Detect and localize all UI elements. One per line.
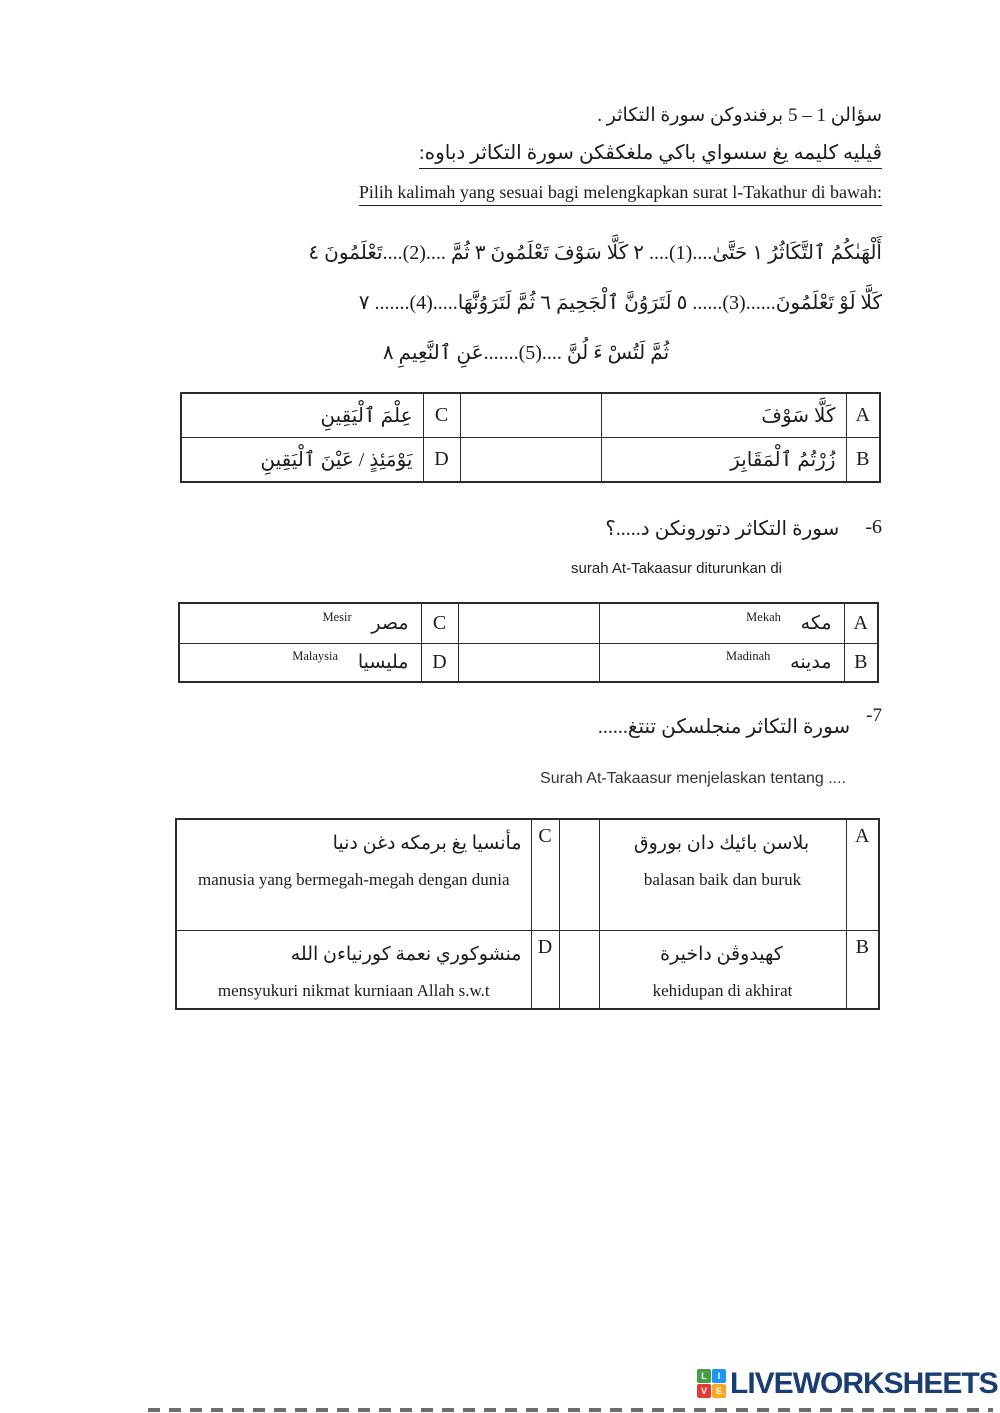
- q7-answer-blank-bottom[interactable]: [559, 930, 599, 1009]
- q1-5-options-table: [180, 392, 881, 483]
- q6-option-a-letter: A: [844, 603, 878, 643]
- q7-option-a-latin: balasan baik dan buruk: [643, 870, 802, 889]
- answer-blank-d[interactable]: [460, 437, 601, 482]
- q6-options-table: [178, 602, 879, 683]
- q7-option-d-arabic: منشوكوري نعمة كورنياءن الله: [290, 943, 522, 965]
- question-7-translation: Surah At-Takaasur menjelaskan tentang ....: [540, 770, 846, 787]
- q7-options-table: [175, 818, 880, 1010]
- q6-option-b-latin: Madinah: [725, 648, 771, 663]
- quran-line-3: ثُمَّ لَتُسْ ءَ لُنَّ ....(5).......عَنِ ٱلنَّعِيمِ ٨: [382, 342, 670, 364]
- q6-option-b-arabic: مدينه: [790, 651, 832, 673]
- option-b-letter: B: [846, 437, 880, 482]
- question-6: [170, 516, 882, 541]
- option-d-letter: D: [423, 437, 460, 482]
- q6-option-b[interactable]: [599, 643, 844, 682]
- option-a-text: كَلَّا سَوْفَ: [601, 393, 846, 437]
- q6-answer-blank-bottom[interactable]: [458, 643, 599, 682]
- q6-option-a-latin: Mekah: [746, 609, 781, 624]
- q7-answer-blank-top[interactable]: [559, 819, 599, 930]
- q6-option-c[interactable]: [179, 603, 421, 643]
- logo-tile-i: I: [712, 1369, 726, 1383]
- q7-option-a-arabic: بلاسن بائيك دان بوروق: [633, 833, 810, 854]
- quran-line-1: أَلْهَىٰكُمُ ٱلتَّكَاثُرُ ١ حَتَّىٰ....(1).... ٢ كَلَّا سَوْفَ تَعْلَمُونَ ٣ ثُمَّ ....(2)....تَعْلَمُونَ ٤: [308, 242, 882, 264]
- question-7-arabic: سورة التكاثر منجلسكن تنتغ......: [597, 716, 851, 738]
- logo-tile-v: V: [697, 1384, 711, 1398]
- option-c-letter: C: [423, 393, 460, 437]
- q6-option-c-latin: Mesir: [322, 609, 352, 624]
- q6-option-d[interactable]: [179, 643, 421, 682]
- q6-option-a[interactable]: [599, 603, 844, 643]
- question-6-number: -6: [865, 516, 882, 538]
- logo-tile-e: E: [712, 1384, 726, 1398]
- logo-tile-l: L: [697, 1369, 711, 1383]
- q7-option-b-letter: B: [846, 930, 879, 1009]
- option-c-text: عِلْمَ ٱلْيَقِينِ: [181, 393, 423, 437]
- liveworksheets-wordmark: LIVEWORKSHEETS: [730, 1367, 998, 1400]
- q7-option-c-latin: manusia yang bermegah-megah dengan dunia: [197, 870, 510, 889]
- q7-option-d[interactable]: [176, 930, 531, 1009]
- q7-option-b-latin: kehidupan di akhirat: [652, 980, 793, 1000]
- q6-option-a-arabic: مكه: [800, 612, 832, 634]
- q7-option-b[interactable]: [599, 930, 846, 1009]
- question-7: [170, 705, 882, 739]
- q6-option-c-arabic: مصر: [371, 612, 409, 634]
- answer-blank-c[interactable]: [460, 393, 601, 437]
- q6-option-b-letter: B: [844, 643, 878, 682]
- q7-option-c-letter: C: [531, 819, 559, 930]
- q7-option-b-arabic: كهيدوڤن داخيرة: [660, 943, 783, 965]
- instruction-malay: Pilih kalimah yang sesuai bagi melengkapkan surat l-Takathur di bawah:: [359, 182, 882, 206]
- q6-option-d-arabic: مليسيا: [357, 651, 409, 673]
- worksheet-header: [170, 104, 882, 206]
- option-a-letter: A: [846, 393, 880, 437]
- liveworksheets-logo[interactable]: [697, 1367, 998, 1401]
- instruction-jawi: ڤيليه كليمه يغ سسواي باكي ملغكڤكن سورة التكاثر دباوه:: [419, 140, 882, 169]
- q7-option-c-arabic: مأنسيا يغ برمكه دغن دنيا: [332, 833, 522, 854]
- q7-option-a[interactable]: [599, 819, 846, 930]
- q6-option-d-latin: Malaysia: [292, 648, 339, 663]
- q7-option-d-letter: D: [531, 930, 559, 1009]
- question-range-title: سؤالن 1 – 5 برفندوكن سورة التكاثر .: [597, 105, 882, 126]
- q6-option-d-letter: D: [421, 643, 458, 682]
- quran-passage: [170, 228, 882, 378]
- q7-option-d-latin: mensyukuri nikmat kurniaan Allah s.w.t: [217, 980, 490, 1000]
- quran-line-2: كَلَّا لَوْ تَعْلَمُونَ......(3)...... ٥ لَتَرَوُنَّ ٱلْجَحِيمَ ٦ ثُمَّ لَتَرَوُنَّهَا.....(4)....... ٧: [358, 292, 882, 314]
- cut-off-text-sliver: [148, 1408, 993, 1412]
- question-6-arabic: سورة التكاثر دتورونكن د.....؟: [605, 518, 840, 540]
- q7-option-c[interactable]: [176, 819, 531, 930]
- question-7-number: -7: [866, 705, 882, 726]
- option-d-text: يَوْمَئِذٍ / عَيْنَ ٱلْيَقِينِ: [181, 437, 423, 482]
- q7-option-a-letter: A: [846, 819, 879, 930]
- option-b-text: زُرْتُمُ ٱلْمَقَابِرَ: [601, 437, 846, 482]
- q6-option-c-letter: C: [421, 603, 458, 643]
- q6-answer-blank-top[interactable]: [458, 603, 599, 643]
- liveworksheets-grid-icon: [697, 1369, 727, 1399]
- question-6-translation: surah At-Takaasur diturunkan di: [571, 560, 782, 577]
